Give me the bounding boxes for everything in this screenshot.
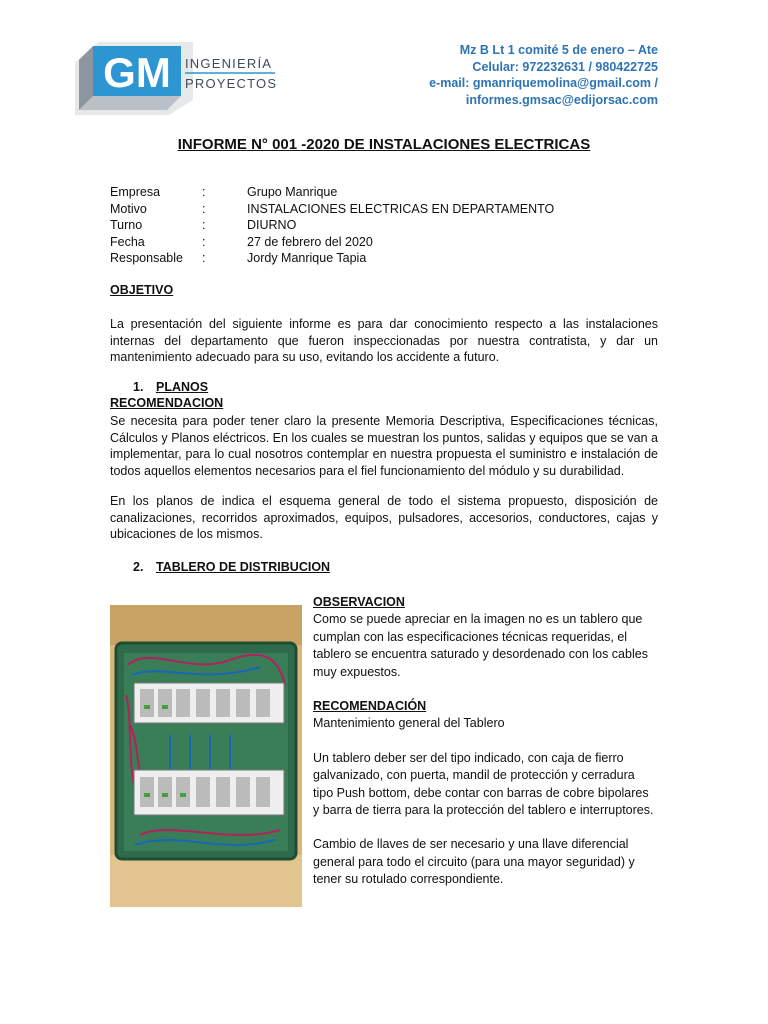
info-value: 27 de febrero del 2020 xyxy=(247,234,373,249)
info-value: Grupo Manrique xyxy=(247,185,338,199)
info-key: Motivo xyxy=(110,201,147,216)
contact-email-2[interactable]: informes.gmsac@edijorsac.com xyxy=(465,92,658,107)
section-1-subheading: RECOMENDACION xyxy=(110,396,224,410)
info-key: Empresa xyxy=(110,185,161,199)
logo-line-2: PROYECTOS xyxy=(185,76,278,91)
section-number: 2. xyxy=(133,560,144,574)
info-key: Turno xyxy=(110,218,143,232)
info-sep: : xyxy=(202,234,206,249)
section-1-heading xyxy=(133,380,208,394)
recomendacion-heading: RECOMENDACIÓN xyxy=(313,699,427,714)
info-sep: : xyxy=(202,218,206,232)
info-value: INSTALACIONES ELECTRICAS EN DEPARTAMENTO xyxy=(247,201,555,216)
section-number: 1. xyxy=(133,380,144,394)
info-table xyxy=(110,184,554,267)
contact-phone: Celular: 972232631 / 980422725 xyxy=(472,59,658,74)
company-logo xyxy=(75,40,280,115)
objetivo-heading: OBJETIVO xyxy=(110,283,174,297)
distribution-board-photo xyxy=(110,605,302,907)
section-2-heading xyxy=(133,560,330,574)
recomendacion-paragraph-2: Cambio de llaves de ser necesario y una llave diferencial general para todo el circuito (para una mayor seguridad) y tener su rotulado correspondiente. xyxy=(313,837,635,887)
contact-email[interactable]: e-mail: gmanriquemolina@gmail.com / xyxy=(429,76,658,90)
section-title: PLANOS xyxy=(156,380,209,394)
objetivo-text: La presentación del siguiente informe es para dar conocimiento respecto a las instalaciones internas del departamento que fueron inspeccionadas por nuestra contratista, y dar un mantenimiento adecuado para su uso, evitando los accidente a futuro. xyxy=(110,317,658,365)
info-sep: : xyxy=(202,185,206,199)
info-row xyxy=(110,250,554,267)
logo-line-1: INGENIERÍA xyxy=(185,56,273,71)
section-2-text xyxy=(313,594,658,889)
info-row xyxy=(110,217,554,234)
recomendacion-paragraph-1: Un tablero deber ser del tipo indicado, con caja de fierro galvanizado, con puerta, mandil de protección y cerradura tipo Push bottom, debe contar con barras de cobre bipolares y barra de tierra para la protección del tablero e interruptores. xyxy=(313,750,654,818)
logo-letters: GM xyxy=(103,49,171,96)
info-sep: : xyxy=(202,201,206,216)
info-key: Fecha xyxy=(110,234,145,249)
info-row xyxy=(110,201,554,218)
observacion-text: Como se puede apreciar en la imagen no es un tablero que cumplan con las especificaciones técnicas requeridas, el tablero se encuentra saturado y desordenado con los cables muy expuestos. xyxy=(313,612,648,679)
info-row xyxy=(110,184,554,201)
contact-block xyxy=(328,42,658,108)
section-title: TABLERO DE DISTRIBUCION xyxy=(156,560,331,574)
section-1-paragraph-1: Se necesita para poder tener claro la presente Memoria Descriptiva, Especificaciones técnicas, Cálculos y Planos eléctricos. En los cuales se muestran los puntos, salidas y equipos que se van a implementar, para lo cual nosotros contemplar en nuestra propuesta el suministro e instalación de todos aquellos elementos necesarios para el fiel funcionamiento del módulo y su durabilidad. xyxy=(110,414,658,478)
recomendacion-subtitle: Mantenimiento general del Tablero xyxy=(313,716,505,731)
report-title: INFORME N° 001 -2020 DE INSTALACIONES ELECTRICAS xyxy=(177,136,591,153)
observacion-heading: OBSERVACION xyxy=(313,595,405,609)
info-row xyxy=(110,234,554,251)
info-value: DIURNO xyxy=(247,218,297,232)
info-sep: : xyxy=(202,251,206,265)
info-key: Responsable xyxy=(110,251,183,265)
info-value: Jordy Manrique Tapia xyxy=(247,251,367,265)
contact-address: Mz B Lt 1 comité 5 de enero – Ate xyxy=(459,43,658,57)
section-1-paragraph-2: En los planos de indica el esquema general de todo el sistema propuesto, disposición de canalizaciones, recorridos aproximados, equipos, pulsadores, accesorios, conductores, cajas y ubicaciones de los mismos. xyxy=(110,494,658,542)
